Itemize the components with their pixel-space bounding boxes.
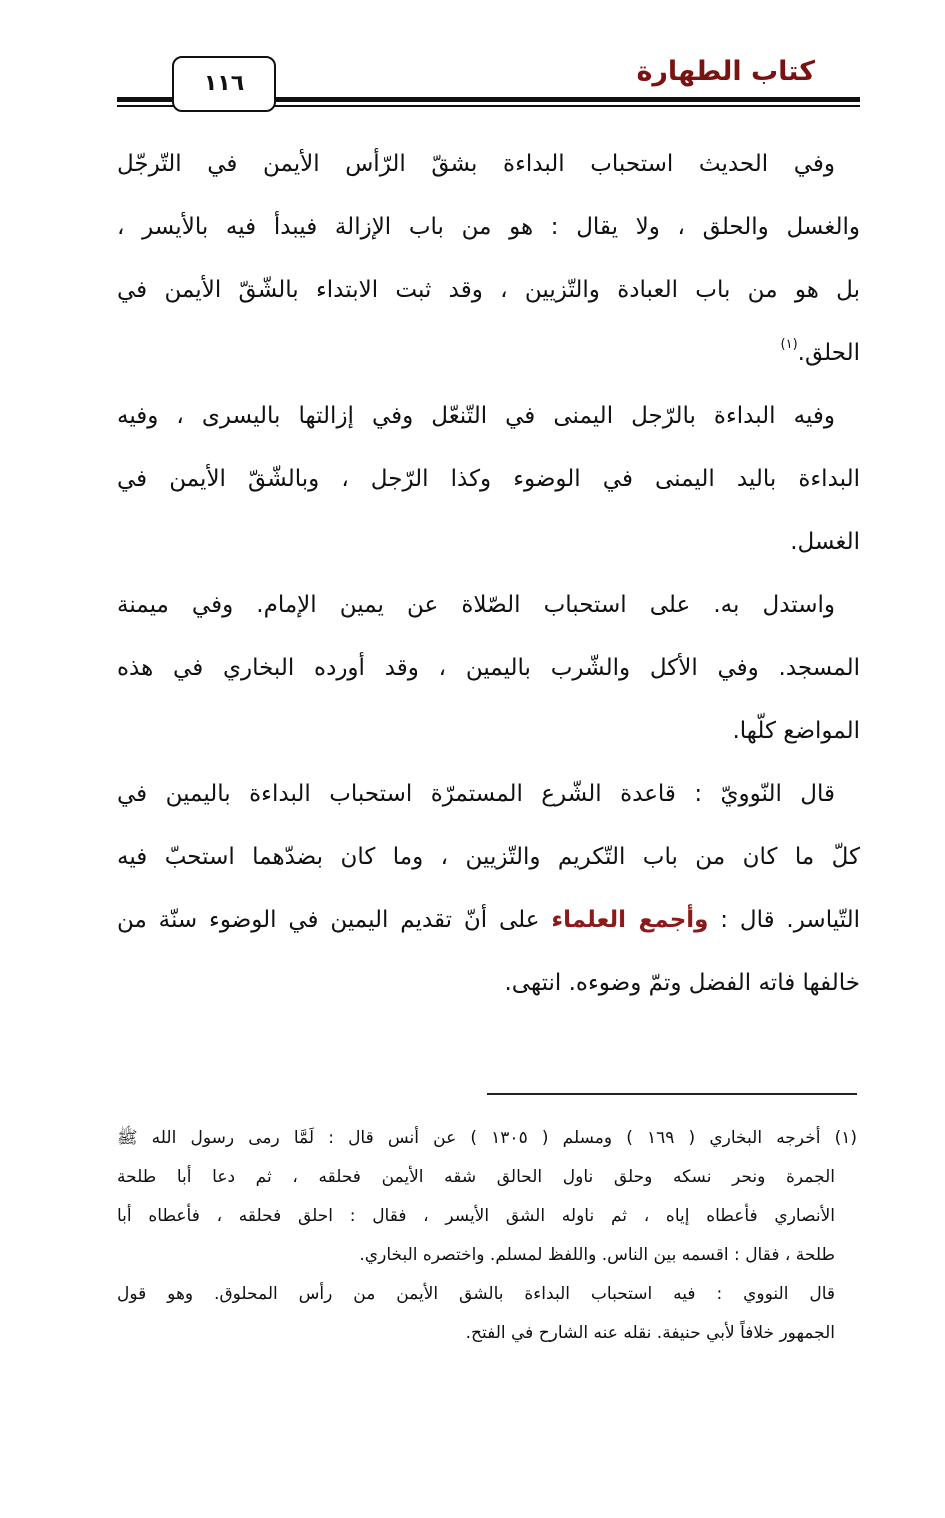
paragraph-line: وفي الحديث استحباب البداءة بشقّ الرّأس الأيمن في التّرجّل: [117, 151, 835, 177]
footnote-line: قال النووي : فيه استحباب البداءة بالشق الأيمن من رأس المحلوق. وهو قول: [117, 1284, 835, 1304]
paragraph: [117, 763, 860, 1015]
chapter-title: كتاب الطهارة: [636, 56, 815, 87]
line-text: الحلق.: [797, 340, 860, 366]
paragraph-line: كلّ ما كان من باب التّكريم والتّزيين ، وما كان بضدّهما استحبّ فيه: [117, 844, 860, 870]
footnote-line: الجمهور خلافاً لأبي حنيفة. نقله عنه الشارح في الفتح.: [465, 1323, 835, 1343]
paragraph-line: [117, 889, 860, 952]
paragraph: [117, 385, 860, 574]
paragraph-line: خالفها فاته الفضل وتمّ وضوءه. انتهى.: [504, 970, 860, 996]
paragraph-line: قال النّوويّ : قاعدة الشّرع المستمرّة استحباب البداءة باليمين في: [117, 781, 835, 807]
footnote-separator: [487, 1093, 857, 1095]
page-number: ١١٦: [172, 56, 276, 112]
line-text: على أنّ تقديم اليمين في الوضوء سنّة من: [117, 907, 552, 933]
body-text: [117, 133, 860, 1015]
footnote-line: (١) أخرجه البخاري ( ١٦٩ ) ومسلم ( ١٣٠٥ ) عن أنس قال : لَمَّا رمى رسول الله ﷺ: [117, 1128, 857, 1148]
footnote-reference: (١): [780, 337, 798, 352]
paragraph-line: المواضع كلّها.: [732, 718, 860, 744]
paragraph-line: بل هو من باب العبادة والتّزيين ، وقد ثبت الابتداء بالشّقّ الأيمن في: [117, 277, 860, 303]
line-text: التّياسر. قال :: [708, 907, 860, 933]
footnote-line: الأنصاري فأعطاه إياه ، ثم ناوله الشق الأيسر ، فقال : احلق فحلقه ، فأعطاه أبا: [117, 1206, 835, 1226]
paragraph-line: والغسل والحلق ، ولا يقال : هو من باب الإزالة فيبدأ فيه بالأيسر ،: [117, 214, 860, 240]
paragraph-line: وفيه البداءة بالرّجل اليمنى في التّنعّل وفي إزالتها باليسرى ، وفيه: [117, 403, 835, 429]
paragraph-line: واستدل به. على استحباب الصّلاة عن يمين الإمام. وفي ميمنة: [117, 592, 835, 618]
footnote-line: الجمرة ونحر نسكه وحلق ناول الحالق شقه الأيمن فحلقه ، ثم دعا أبا طلحة: [117, 1167, 835, 1187]
emphasized-text: وأجمع العلماء: [551, 907, 709, 933]
paragraph-line: الغسل.: [790, 529, 860, 555]
paragraph-line: البداءة باليد اليمنى في الوضوء وكذا الرّجل ، وبالشّقّ الأيمن في: [117, 466, 860, 492]
paragraph: [117, 574, 860, 763]
footnotes: [117, 1119, 857, 1353]
paragraph: [117, 133, 860, 385]
paragraph-line: [117, 322, 860, 385]
paragraph-line: المسجد. وفي الأكل والشّرب باليمين ، وقد أورده البخاري في هذه: [117, 655, 860, 681]
footnote-line: طلحة ، فقال : اقسمه بين الناس. واللفظ لمسلم. واختصره البخاري.: [359, 1245, 835, 1265]
